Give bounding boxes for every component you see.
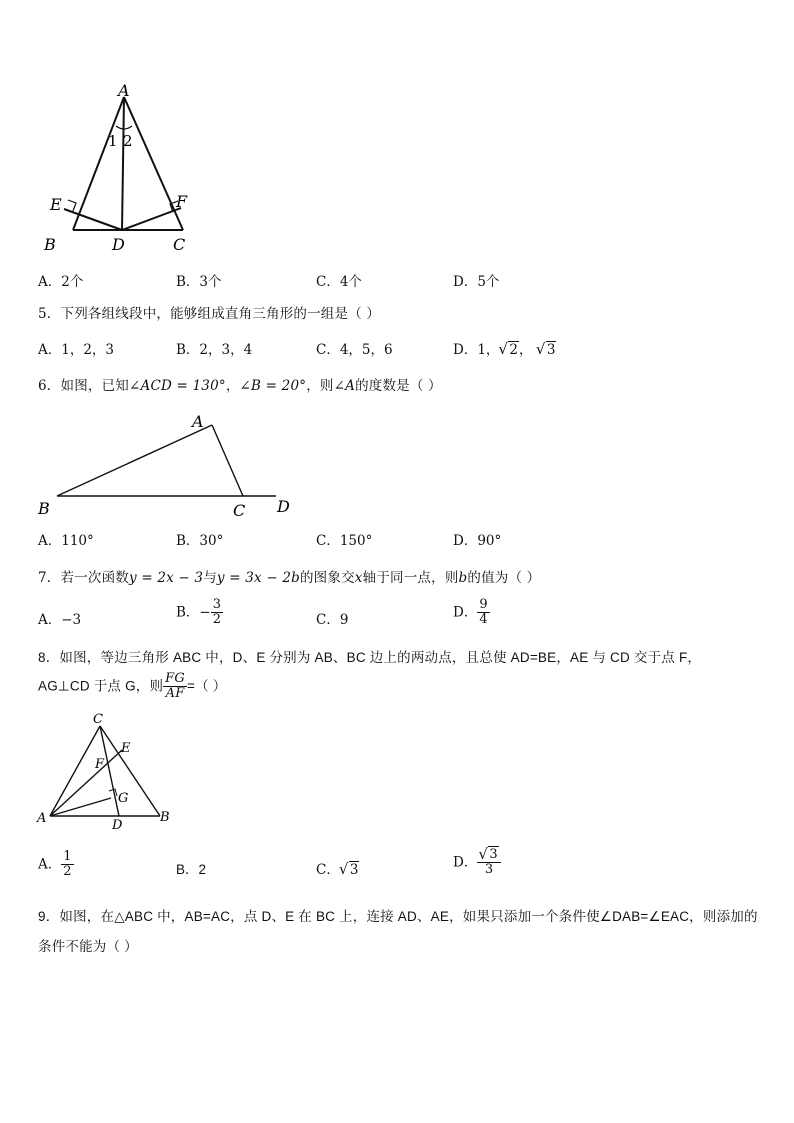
q8-d-radicand: 3: [489, 847, 498, 862]
q7-s5: 的图象交: [299, 570, 355, 586]
q8-a-prefix: A．: [38, 856, 62, 873]
q6-option-c[interactable]: C．150°: [316, 533, 373, 549]
q7-option-b[interactable]: [176, 598, 223, 628]
q5-stem: 5．下列各组线段中，能够组成直角三角形的一组是（ ）: [38, 306, 381, 322]
q6-angle-a: ∠A: [333, 378, 356, 394]
q7-var-x: x: [354, 570, 363, 586]
q6-angle-acd: ∠ACD = 130°: [129, 378, 226, 394]
q7-s9: 的值为（ ）: [467, 570, 541, 586]
fig1-label-2: 2: [123, 132, 133, 150]
figure-q6-triangle: [30, 410, 310, 522]
q5-option-c[interactable]: C．4，5，6: [316, 342, 393, 358]
q8-fraction: [163, 672, 187, 702]
q6-stem: [38, 374, 442, 394]
q5-d-radicand-1: 2: [509, 342, 519, 358]
sqrt-symbol: [479, 848, 498, 862]
fig8-label-A: A: [37, 811, 47, 826]
q7-function-1: y = 2x − 3: [129, 570, 204, 586]
q8-d-num: [477, 848, 500, 863]
q8-frac-num: FG: [165, 671, 185, 686]
q4-option-a[interactable]: A．2个: [38, 274, 84, 290]
sqrt-symbol: [537, 342, 557, 358]
q8-c-radicand: 3: [349, 862, 359, 878]
fig8-label-E: E: [121, 741, 131, 756]
q9-stem-line2: 条件不能为（ ）: [38, 939, 138, 954]
q7-b-num: 3: [212, 597, 222, 612]
q8-a-num: 1: [63, 849, 72, 864]
fig1-label-C: C: [173, 235, 186, 254]
q8-option-b[interactable]: B．2: [176, 862, 207, 877]
fig8-label-B: B: [160, 810, 170, 825]
q7-stem: [38, 566, 540, 586]
q8-option-c[interactable]: [316, 858, 359, 878]
fig8-label-F: F: [95, 757, 105, 772]
q4-option-c[interactable]: C．4个: [316, 274, 362, 290]
q7-option-d[interactable]: [453, 598, 490, 628]
q9-stem-line1: 9．如图，在△ABC 中，AB=AC，点 D、E 在 BC 上，连接 AD、AE，如果只添加一个条件使∠DAB=∠EAC，则添加的: [38, 909, 758, 924]
sqrt-symbol: [499, 342, 519, 358]
q7-s7: 轴于同一点，则: [362, 570, 459, 586]
q7-b-den: 2: [212, 612, 222, 628]
fig1-label-A: A: [118, 81, 130, 100]
fig6-label-D: D: [277, 497, 290, 516]
fig6-label-B: B: [38, 499, 50, 518]
q8-option-d[interactable]: [453, 848, 501, 878]
q7-b-prefix: B．−: [176, 604, 211, 621]
q8-stem-line2: [38, 672, 226, 702]
q7-d-fraction: [477, 598, 489, 628]
fig1-label-F: F: [176, 192, 188, 211]
fig1-label-D: D: [112, 235, 125, 254]
q7-b-fraction: [211, 598, 223, 628]
q8-a-fraction: [61, 850, 73, 880]
fig1-label-B: B: [44, 235, 56, 254]
q6-angle-b: ∠B = 20°: [239, 378, 307, 394]
q7-option-a[interactable]: A．−3: [38, 612, 82, 628]
figure-q8-triangle: [34, 710, 184, 835]
q8-line2-prefix: AG⊥CD 于点 G，则: [38, 678, 164, 694]
q8-d-den: 3: [484, 862, 494, 878]
q7-function-2: y = 3x − 2b: [216, 570, 300, 586]
q6-s1: 6．如图，已知: [38, 378, 129, 394]
fig6-label-A: A: [192, 412, 204, 431]
q7-var-b: b: [458, 570, 468, 586]
q7-d-num: 9: [479, 597, 488, 612]
q7-d-den: 4: [479, 612, 488, 628]
q4-option-b[interactable]: B．3个: [176, 274, 222, 290]
q6-s3: ，: [225, 378, 240, 394]
q8-a-den: 2: [63, 864, 72, 880]
fig6-label-C: C: [233, 501, 246, 520]
figure-q4-triangle: [40, 80, 200, 260]
q6-s7: 的度数是（ ）: [355, 378, 442, 394]
q8-d-prefix: D．: [453, 854, 478, 871]
q4-option-d[interactable]: D．5个: [453, 274, 500, 290]
q5-option-a[interactable]: A．1，2，3: [38, 342, 115, 358]
q5-option-b[interactable]: B．2，3，4: [176, 342, 253, 358]
q6-option-d[interactable]: D．90°: [453, 533, 502, 549]
q6-option-b[interactable]: B．30°: [176, 533, 224, 549]
q8-frac-den: AF: [165, 686, 185, 702]
q5-d-radicand-2: 3: [546, 342, 556, 358]
q8-c-prefix: C．: [316, 862, 340, 878]
q5-d-prefix: D．1，: [453, 342, 500, 358]
q5-d-separator: ，: [519, 342, 533, 358]
fig8-label-C: C: [93, 712, 103, 727]
fig8-label-G: G: [118, 791, 129, 806]
fig1-label-1: 1: [108, 132, 118, 150]
q6-option-a[interactable]: A．110°: [38, 533, 94, 549]
q7-s1: 7．若一次函数: [38, 570, 129, 586]
q8-line2-suffix: =（ ）: [186, 678, 227, 694]
q8-option-a[interactable]: [38, 850, 74, 880]
q8-stem-line1: 8．如图，等边三角形 ABC 中，D、E 分别为 AB、BC 边上的两动点，且总使 AD=BE，AE 与 CD 交于点 F，: [38, 650, 702, 665]
sqrt-symbol: [340, 862, 360, 878]
q7-option-c[interactable]: C．9: [316, 612, 349, 628]
fig1-label-E: E: [50, 195, 62, 214]
q8-d-fraction: [477, 848, 500, 878]
q5-option-d[interactable]: [453, 338, 556, 358]
q7-s3: 与: [203, 570, 217, 586]
fig8-label-D: D: [112, 818, 123, 833]
q6-s5: ，则: [306, 378, 334, 394]
q7-d-prefix: D．: [453, 604, 478, 621]
